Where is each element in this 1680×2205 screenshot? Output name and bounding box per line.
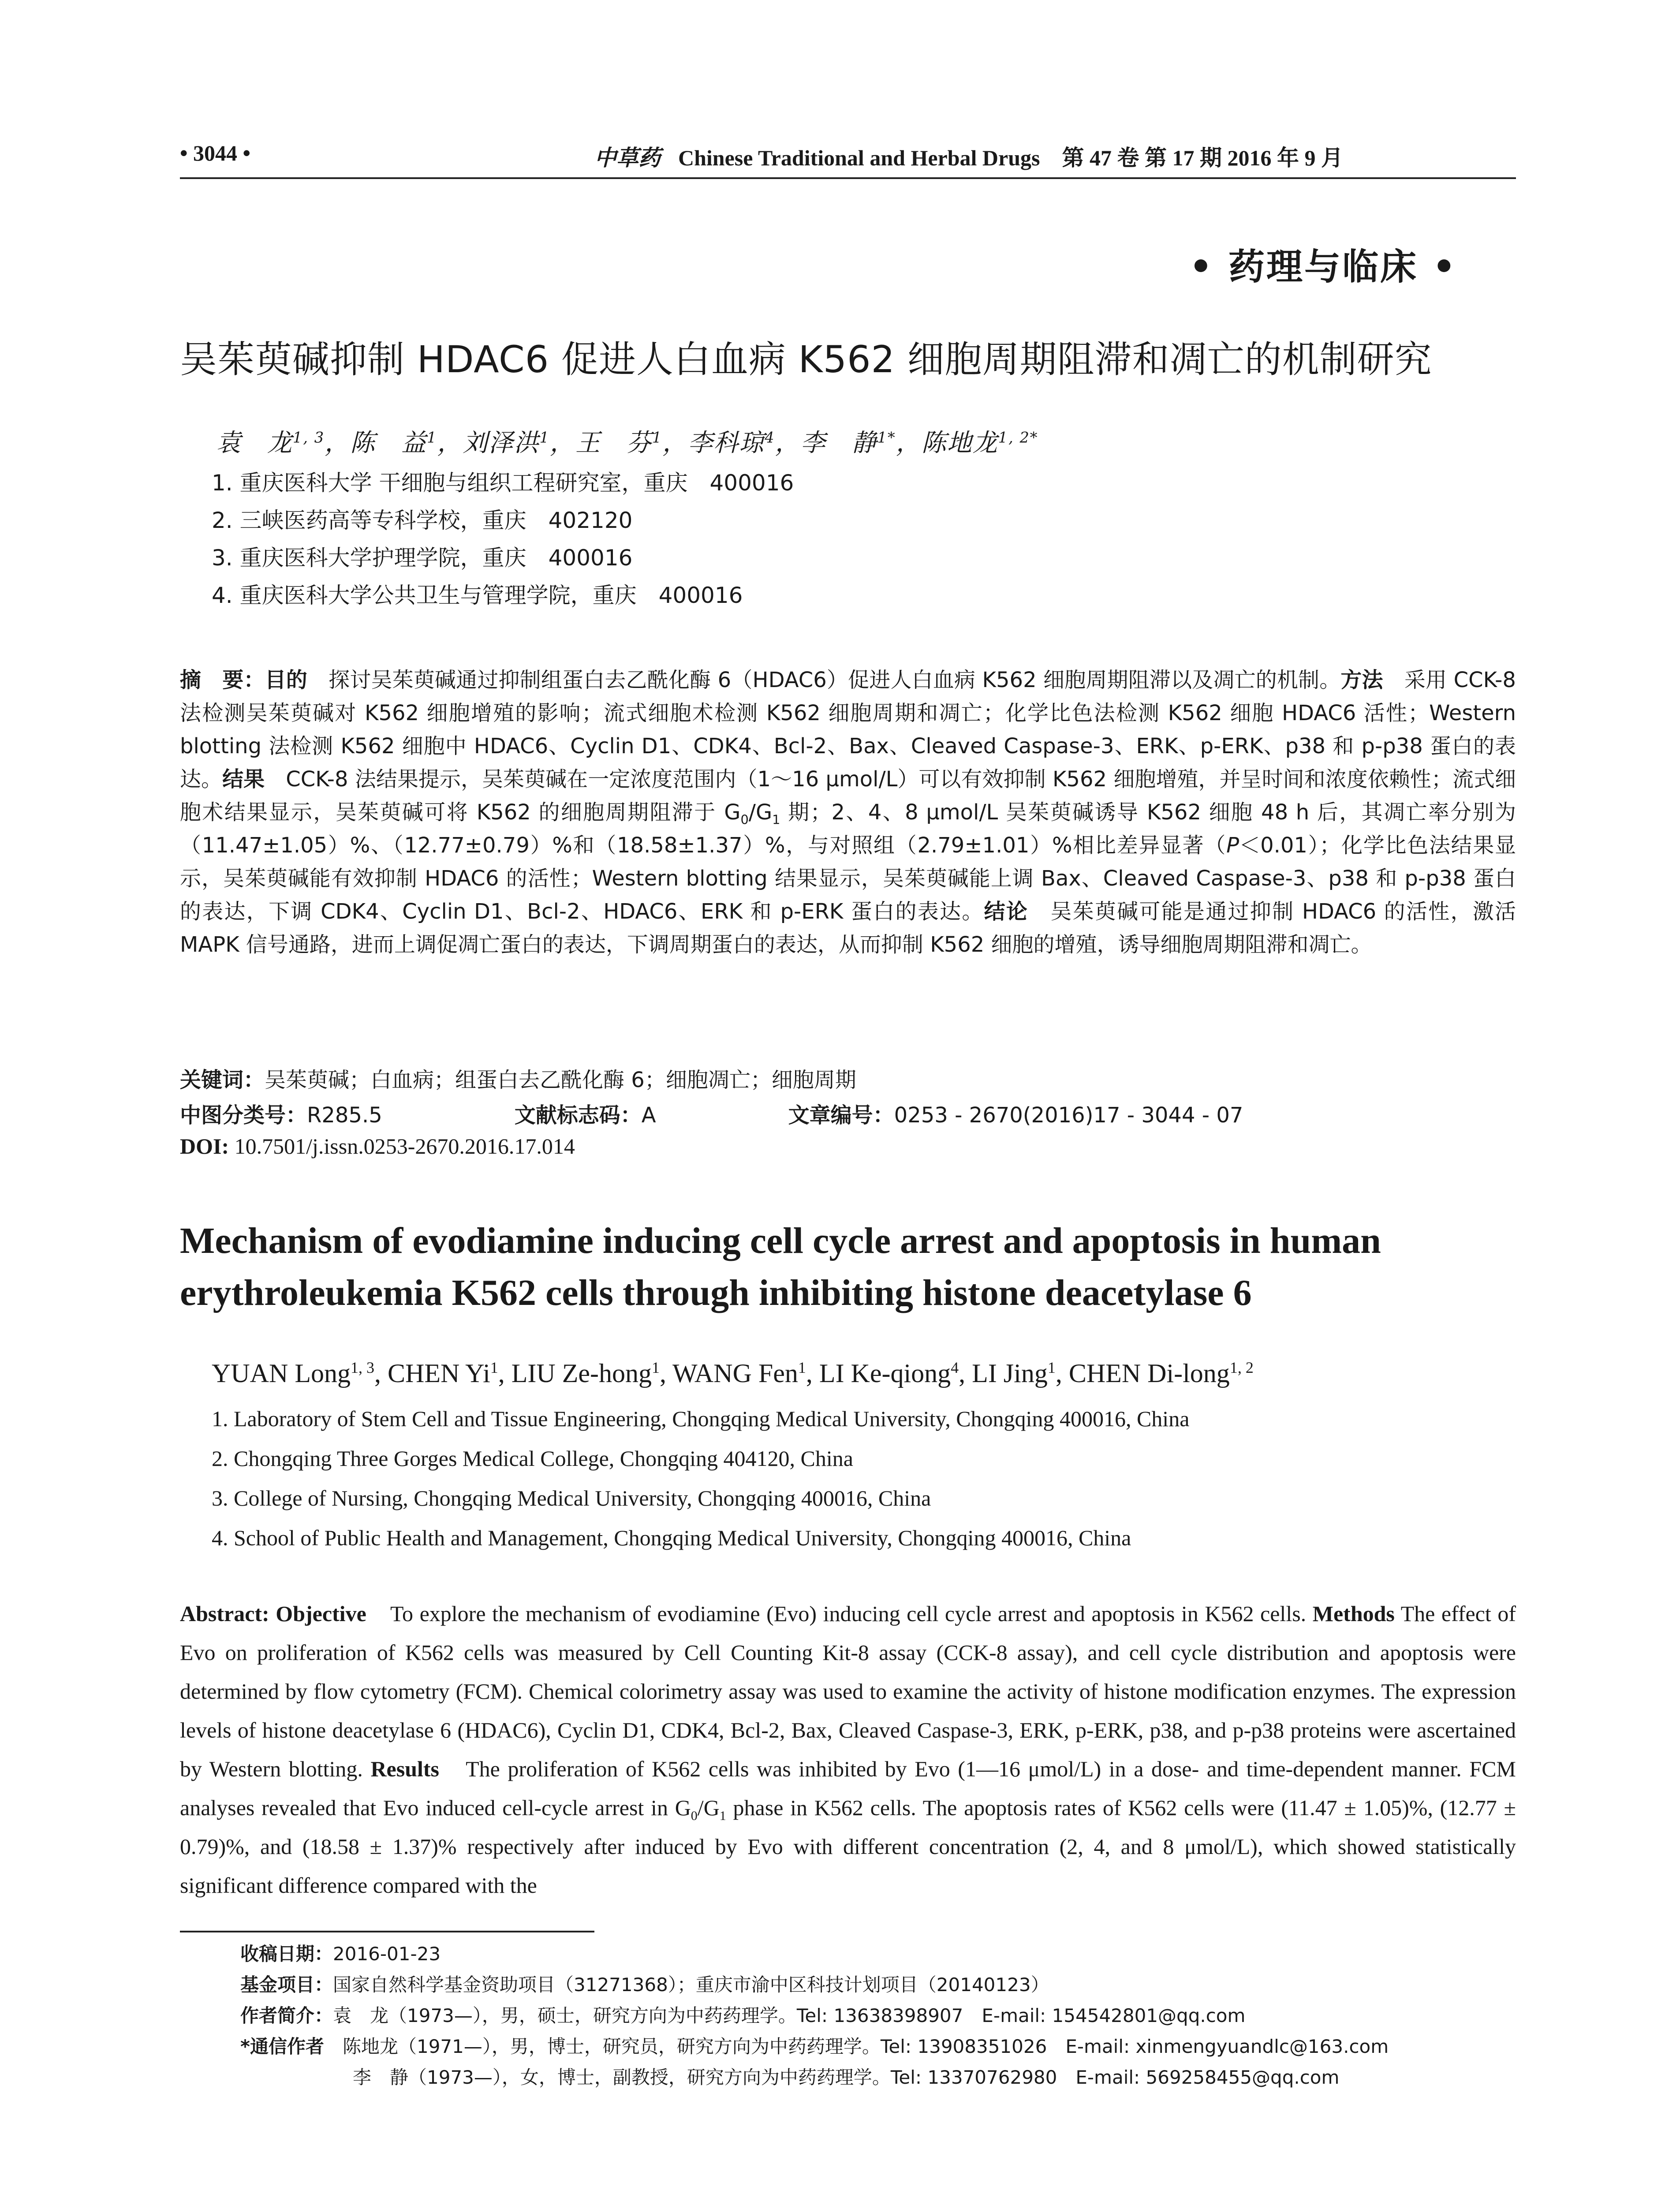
author-affiliation-mark: 1	[1047, 1359, 1056, 1376]
author: 李 静	[800, 429, 877, 457]
header-rule	[180, 177, 1516, 179]
doc-code-label: 文献标志码：	[514, 1103, 642, 1128]
affiliation-en-3: 3. College of Nursing, Chongqing Medical University, Chongqing 400016, China	[212, 1486, 931, 1510]
subscript: 1	[772, 812, 780, 827]
author: WANG Fen	[672, 1359, 798, 1388]
author-affiliation-mark: 4	[951, 1359, 959, 1376]
footnote-label: 基金项目：	[240, 1974, 333, 1996]
footnote-label: 收稿日期：	[240, 1943, 333, 1965]
results-cn-mid: /G	[748, 800, 773, 825]
author: 袁 龙	[216, 429, 293, 457]
results-cn-label: 结果	[222, 767, 265, 792]
author-affiliation-mark: 1, 3	[350, 1359, 374, 1376]
author: 陈 益	[350, 429, 427, 457]
objective-cn: 探讨吴茱萸碱通过抑制组蛋白去乙酰化酶 6（HDAC6）促进人白血病 K562 细胞周期阻滞以及凋亡的机制。	[307, 668, 1341, 692]
author: 李科琼	[688, 429, 765, 457]
author: LI Jing	[972, 1359, 1048, 1388]
journal-name-en: Chinese Traditional and Herbal Drugs	[678, 146, 1040, 170]
affiliation-en-2: 2. Chongqing Three Gorges Medical College, Chongqing 404120, China	[212, 1446, 853, 1471]
subscript: 1	[719, 1809, 726, 1823]
author-affiliation-mark: 1, 2*	[998, 429, 1038, 446]
author: CHEN Yi	[387, 1359, 490, 1388]
authors-english: YUAN Long$^{1, 3}$, CHEN Yi$^1$, LIU Ze-hong$^1$, WANG Fen$^1$, LI Ke-qiong$^4$, LI Jing$^1$, CHEN Di-long$^{1, 2}$	[212, 1359, 1254, 1388]
author-affiliation-mark: 1*	[877, 429, 896, 446]
author-affiliation-mark: 1	[427, 429, 437, 446]
running-header	[180, 140, 1516, 171]
title-english: Mechanism of evodiamine inducing cell cycle arrest and apoptosis in human erythroleukemia K562 cells through inhibiting histone deacetylase 6	[180, 1220, 1381, 1313]
authors-chinese: 袁 龙$^{1, 3}$，陈 益$^1$，刘泽洪$^1$，王 芬$^1$，李科琼$^4$，李 静$^{1*}$，陈地龙$^{1, 2*}$	[216, 429, 1038, 457]
objective-cn-label: 目的	[265, 668, 308, 692]
affiliation-cn-4: 4. 重庆医科大学公共卫生与管理学院，重庆 400016	[212, 583, 743, 608]
doi-value[interactable]: 10.7501/j.issn.0253-2670.2016.17.014	[229, 1134, 575, 1159]
author: 陈地龙	[921, 429, 998, 457]
affiliation-cn-3: 3. 重庆医科大学护理学院，重庆 400016	[212, 545, 633, 571]
author-affiliation-mark: 1, 2	[1229, 1359, 1254, 1376]
author: LI Ke-qiong	[819, 1359, 951, 1388]
subscript: 0	[740, 812, 749, 827]
author: LIU Ze-hong	[511, 1359, 652, 1388]
title-chinese: 吴茱萸碱抑制 HDAC6 促进人白血病 K562 细胞周期阻滞和凋亡的机制研究	[180, 338, 1432, 381]
results-cn-a: CCK-8 法结果提示，吴茱萸碱在一定浓度范围内（1～16 μmol/L）可以有效抑制 K562 细胞增殖，并呈时间和浓度依赖性；流式细胞术结果显示，吴茱萸碱可将 K562 的细胞周期阻滞于 G	[180, 767, 1516, 825]
footnote-text: 袁 龙（1973—），男，硕士，研究方向为中药药理学。Tel: 13638398907 E-mail: 154542801@qq.com	[333, 2005, 1246, 2026]
abstract-chinese	[180, 664, 1516, 961]
results-en-b: phase in K562 cells. The apoptosis rates of K562 cells were (11.47 ± 1.05)%, (12.77 ± 0.79)%, and (18.58 ± 1.37)% respectively after induced by Evo with different concentration (2, 4, and 8 μmol/L), which showed statistically significant difference compared with the	[180, 1795, 1516, 1898]
document-code	[515, 1103, 722, 1128]
author-affiliation-mark: 1	[798, 1359, 806, 1376]
article-number-value: 0253 - 2670(2016)17 - 3044 - 07	[894, 1103, 1243, 1128]
page-number: • 3044 •	[180, 141, 251, 165]
author: CHEN Di-long	[1068, 1359, 1230, 1388]
doc-code-value: A	[641, 1103, 656, 1128]
keywords-cn-value: 吴茱萸碱；白血病；组蛋白去乙酰化酶 6；细胞凋亡；细胞周期	[265, 1068, 856, 1092]
affiliation-en-1: 1. Laboratory of Stem Cell and Tissue Engineering, Chongqing Medical University, Chongqing 400016, China	[212, 1406, 1190, 1431]
classification-line	[180, 1098, 1375, 1129]
footnote-text: 国家自然科学基金资助项目（31271368）；重庆市渝中区科技计划项目（20140123）	[333, 1974, 1049, 1996]
results-en-label: Results	[370, 1757, 440, 1781]
footnote-received	[240, 1940, 441, 1966]
footnote-label: 作者简介：	[240, 2005, 333, 2026]
affiliation-cn-2: 2. 三峡医药高等专科学校，重庆 402120	[212, 508, 633, 533]
objective-en: To explore the mechanism of evodiamine (Evo) inducing cell cycle arrest and apoptosis in K562 cells.	[366, 1601, 1313, 1626]
abstract-english	[180, 1594, 1516, 1905]
methods-cn-label: 方法	[1340, 668, 1383, 692]
author-affiliation-mark: 1	[490, 1359, 498, 1376]
author: YUAN Long	[212, 1359, 351, 1388]
subscript: 0	[691, 1809, 698, 1823]
affiliation-en-4: 4. School of Public Health and Management, Chongqing Medical University, Chongqing 400016, China	[212, 1525, 1131, 1550]
results-cn-b: 期；2、4、8 μmol/L 吴茱萸碱诱导 K562 细胞 48 h 后，其凋亡率分别为（11.47±1.05）%、（12.77±0.79）%和（18.58±1.37）%，与对照组（2.79±1.01）%相比差异显著（	[180, 800, 1516, 858]
affiliation-cn-1: 1. 重庆医科大学 干细胞与组织工程研究室，重庆 400016	[212, 470, 794, 496]
keywords-cn	[180, 1063, 856, 1093]
footnote-corresponding-1	[240, 2032, 1389, 2059]
clc-label: 中图分类号：	[180, 1103, 307, 1128]
footnote-funding	[240, 1970, 1049, 1997]
doi-line	[180, 1133, 575, 1159]
methods-cn: 采用 CCK-8 法检测吴茱萸碱对 K562 细胞增殖的影响；流式细胞术检测 K562 细胞周期和凋亡；化学比色法检测 K562 细胞 HDAC6 活性；Western blotting 法检测 K562 细胞中 HDAC6、Cyclin D1、CDK4、Bcl-2、Bax、Cleaved Caspase-3、ERK、p-ERK、p38 和 p-p38 蛋白的表达。	[180, 668, 1516, 792]
footnote-rule	[180, 1931, 594, 1932]
conclusion-cn-label: 结论	[984, 899, 1029, 924]
author-affiliation-mark: 4	[765, 429, 775, 446]
objective-en-label: Abstract: Objective	[180, 1601, 366, 1626]
footnote-text: 李 静（1973—），女，博士，副教授，研究方向为中药药理学。Tel: 13370762980 E-mail: 569258455@qq.com	[353, 2067, 1340, 2088]
clc-value: R285.5	[307, 1103, 382, 1128]
author-affiliation-mark: 1	[652, 1359, 660, 1376]
article-number-label: 文章编号：	[788, 1103, 894, 1128]
journal-issue: 第 47 卷 第 17 期 2016 年 9 月	[1062, 146, 1343, 170]
footnote-label: *通信作者	[240, 2036, 343, 2057]
article-number	[788, 1103, 1310, 1128]
journal-name	[594, 140, 1343, 172]
section-label: • 药理与临床 •	[1189, 246, 1457, 288]
abstract-cn-label: 摘 要：	[180, 668, 265, 692]
journal-name-cn: 中草药	[594, 145, 661, 171]
author: 王 芬	[575, 429, 652, 457]
author: 刘泽洪	[463, 429, 540, 457]
footnote-author-bio	[240, 2001, 1245, 2028]
footnote-corresponding-2	[353, 2063, 1339, 2089]
results-en-a: The proliferation of K562 cells was inhibited by Evo (1—16 μmol/L) in a dose- and time-dependent manner. FCM analyses revealed that Evo induced cell-cycle arrest in G	[180, 1757, 1516, 1820]
author-affiliation-mark: 1	[539, 429, 550, 446]
results-cn-c: ＜0.01）；化学比色法结果显示，吴茱萸碱能有效抑制 HDAC6 的活性；Western blotting 结果显示，吴茱萸碱能上调 Bax、Cleaved Caspase-3、p38 和 p-p38 蛋白的表达，下调 CDK4、Cyclin D1、Bcl-2、HDAC6、ERK 和 p-ERK 蛋白的表达。	[180, 833, 1516, 924]
conclusion-cn: 吴茱萸碱可能是通过抑制 HDAC6 的活性，激活 MAPK 信号通路，进而上调促凋亡蛋白的表达，下调周期蛋白的表达，从而抑制 K562 细胞的增殖，诱导细胞周期阻滞和凋亡。	[180, 899, 1516, 957]
footnote-text: 陈地龙（1971—），男，博士，研究员，研究方向为中药药理学。Tel: 13908351026 E-mail: xinmengyuandlc@163.com	[342, 2036, 1389, 2057]
footnote-text: 2016-01-23	[333, 1943, 441, 1965]
author-affiliation-mark: 1	[652, 429, 663, 446]
methods-en: The effect of Evo on proliferation of K562 cells was measured by Cell Counting Kit-8 assay (CCK-8 assay), and cell cycle distribution and apoptosis were determined by flow cytometry (FCM). Chemical colorimetry assay was used to examine the activity of histone modification enzymes. The expression levels of histone deacetylase 6 (HDAC6), Cyclin D1, CDK4, Bcl-2, Bax, Cleaved Caspase-3, ERK, p-ERK, p38, and p-p38 proteins were ascertained by Western blotting.	[180, 1601, 1516, 1781]
doi-label: DOI:	[180, 1134, 229, 1159]
keywords-cn-label: 关键词：	[180, 1068, 265, 1092]
p-symbol: P	[1226, 833, 1239, 858]
clc-number	[180, 1103, 448, 1128]
author-affiliation-mark: 1, 3	[293, 429, 325, 446]
methods-en-label: Methods	[1312, 1601, 1395, 1626]
results-en-mid: /G	[697, 1795, 720, 1820]
